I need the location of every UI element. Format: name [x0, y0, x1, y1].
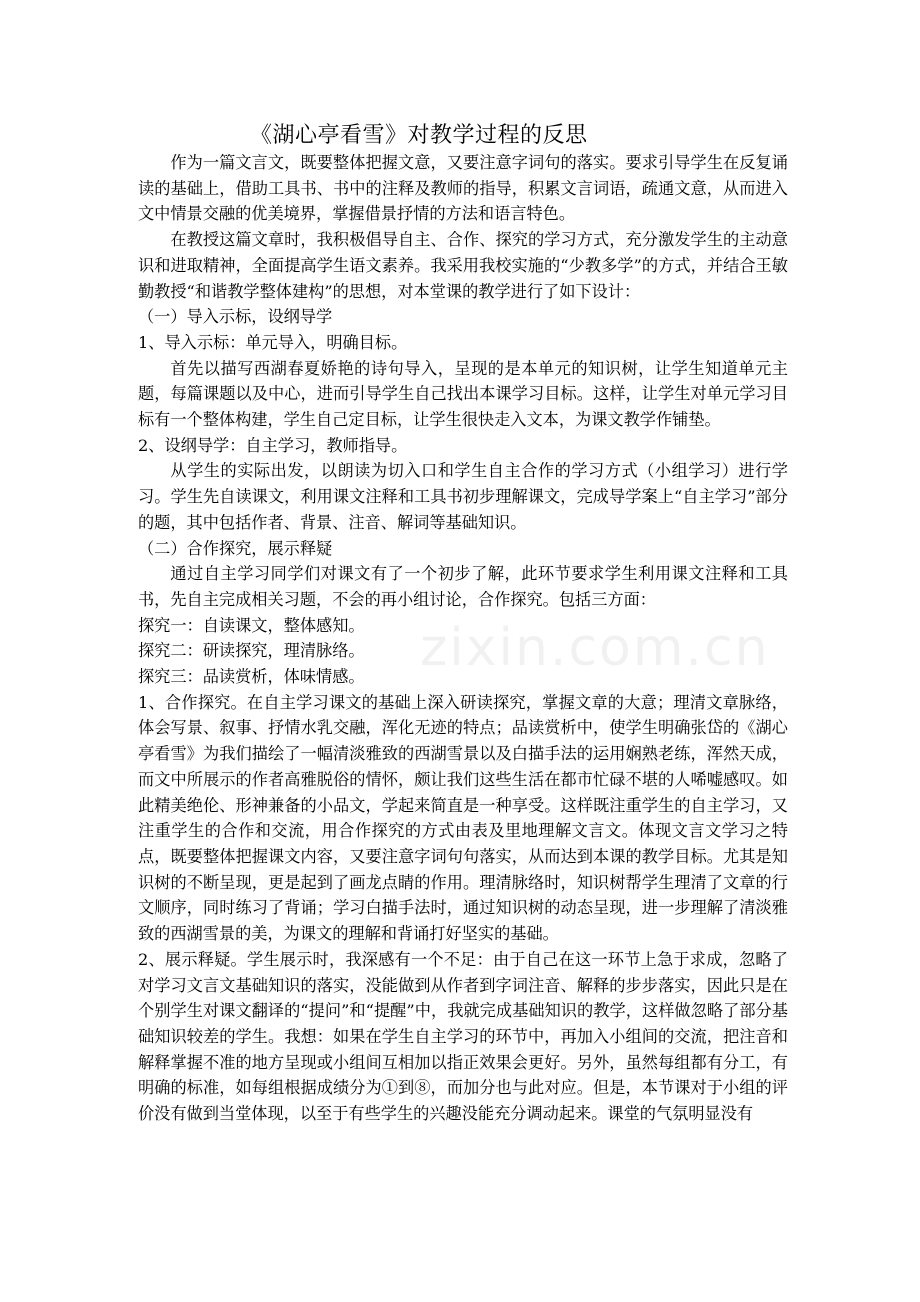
document-title: 《湖心亭看雪》对教学过程的反思: [250, 123, 588, 148]
paragraph: 2、设纲导学：自主学习，教师指导。: [138, 435, 408, 455]
paragraph: 从学生的实际出发，以朗读为切入口和学生自主合作的学习方式（小组学习）进行学习。学生先自读课文，利用课文注释和工具书初步理解课文，完成导学案上“自主学习”部分的题，其中包括作者、背景、注音、解词等基础知识。: [138, 461, 788, 532]
paragraph: 1、合作探究。在自主学习课文的基础上深入研读探究，掌握文章的大意；理清文章脉络，体会写景、叙事、抒情水乳交融，浑化无迹的特点；品读赏析中，使学生明确张岱的《湖心亭看雪》为我们描绘了一幅清淡雅致的西湖雪景以及白描手法的运用娴熟老练，浑然天成，而文中所展示的作者高雅脱俗的情怀，颇让我们这些生活在都市忙碌不堪的人唏嘘感叹。如此精美绝伦、形神兼备的小品文，学起来简直是一种享受。这样既注重学生的自主学习，又注重学生的合作和交流，用合作探究的方式由表及里地理解文言文。体现文言文学习之特点，既要整体把握课文内容，又要注意字词句句落实，从而达到本课的教学目标。尤其是知识树的不断呈现，更是起到了画龙点睛的作用。理清脉络时，知识树帮学生理清了文章的行文顺序，同时练习了背诵；学习白描手法时，通过知识树的动态呈现，进一步理解了清淡雅致的西湖雪景的美，为课文的理解和背诵打好坚实的基础。: [138, 692, 788, 944]
paragraph: 首先以描写西湖春夏娇艳的诗句导入，呈现的是本单元的知识树，让学生知道单元主题，每篇课题以及中心，进而引导学生自己找出本课学习目标。这样，让学生对单元学习目标有一个整体构建，学生自己定目标，让学生很快走入文本，为课文教学作铺垫。: [138, 358, 788, 430]
paragraph: 探究三：品读赏析，体味情感。: [138, 667, 365, 687]
paragraph: 在教授这篇文章时，我积极倡导自主、合作、探究的学习方式，充分激发学生的主动意识和进取精神，全面提高学生语文素养。我采用我校实施的“少教多学”的方式，并结合王敏勤教授“和谐教学整体建构”的思想，对本堂课的教学进行了如下设计：: [138, 230, 788, 301]
paragraph: 2、展示释疑。学生展示时，我深感有一个不足：由于自己在这一环节上急于求成，忽略了对学习文言文基础知识的落实，没能做到从作者到字词注音、解释的步步落实，因此只是在个别学生对课文翻译的“提问”和“提醒”中，我就完成基础知识的教学，这样做忽略了部分基础知识较差的学生。我想：如果在学生自主学习的环节中，再加入小组间的交流，把注音和解释掌握不准的地方呈现或小组间互相加以指正效果会更好。另外，虽然每组都有分工，有明确的标准，如每组根据成绩分为①到⑧，而加分也与此对应。但是，本节课对于小组的评价没有做到当堂体现，以至于有些学生的兴趣没能充分调动起来。课堂的气氛明显没有: [138, 949, 788, 1124]
paragraph: 探究一：自读课文，整体感知。: [138, 615, 365, 635]
paragraph: 作为一篇文言文，既要整体把握文意，又要注意字词句的落实。要求引导学生在反复诵读的基础上，借助工具书、书中的注释及教师的指导，积累文言词语，疏通文意，从而进入文中情景交融的优美境界，掌握借景抒情的方法和语言特色。: [138, 153, 788, 224]
document-body: [138, 150, 788, 1127]
paragraph: （二）合作探究，展示释疑: [138, 538, 333, 558]
watermark: zixin.com.cn: [420, 618, 770, 678]
paragraph: 通过自主学习同学们对课文有了一个初步了解，此环节要求学生利用课文注释和工具书，先自主完成相关习题，不会的再小组讨论，合作探究。包括三方面：: [138, 564, 788, 609]
paragraph: 1、导入示标：单元导入，明确目标。: [138, 332, 408, 352]
paragraph: （一）导入示标，设纲导学: [138, 307, 333, 327]
paragraph: 探究二：研读探究，理清脉络。: [138, 641, 365, 661]
